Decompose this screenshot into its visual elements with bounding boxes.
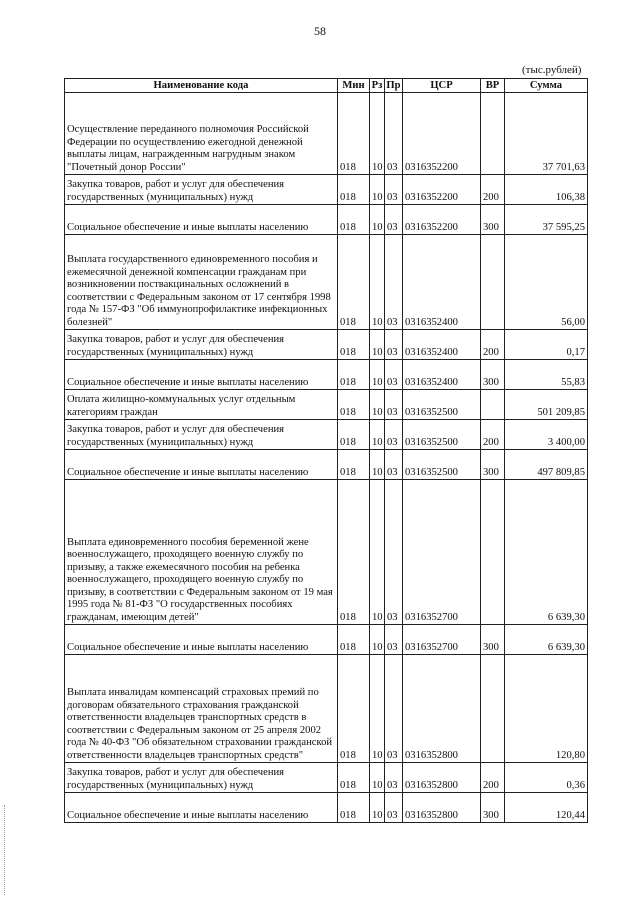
cell-sum: 6 639,30 (505, 480, 588, 625)
table-row (65, 175, 588, 205)
header-name: Наименование кода (65, 79, 338, 93)
cell-pr: 03 (385, 420, 403, 450)
cell-min: 018 (338, 330, 370, 360)
header-vr: ВР (481, 79, 505, 93)
table-row (65, 480, 588, 625)
table-row (65, 450, 588, 480)
cell-name: Осуществление переданного полномочия Российской Федерации по осуществлению ежегодной денежной выплаты лицам, награжденным нагрудным знаком "Почетный донор России" (65, 93, 338, 175)
cell-vr (481, 93, 505, 175)
table-row (65, 235, 588, 330)
cell-name: Закупка товаров, работ и услуг для обеспечения государственных (муниципальных) нужд (65, 420, 338, 450)
cell-csr: 0316352200 (403, 93, 481, 175)
cell-name: Социальное обеспечение и иные выплаты населению (65, 360, 338, 390)
cell-sum: 0,17 (505, 330, 588, 360)
cell-csr: 0316352200 (403, 175, 481, 205)
cell-min: 018 (338, 93, 370, 175)
table-row (65, 625, 588, 655)
cell-pr: 03 (385, 330, 403, 360)
cell-vr: 200 (481, 175, 505, 205)
cell-sum: 106,38 (505, 175, 588, 205)
cell-vr: 200 (481, 763, 505, 793)
budget-table (64, 78, 588, 823)
table-row (65, 360, 588, 390)
cell-sum: 37 701,63 (505, 93, 588, 175)
cell-pr: 03 (385, 625, 403, 655)
cell-name: Социальное обеспечение и иные выплаты населению (65, 625, 338, 655)
cell-sum: 501 209,85 (505, 390, 588, 420)
cell-csr: 0316352800 (403, 763, 481, 793)
cell-csr: 0316352400 (403, 360, 481, 390)
table-row (65, 763, 588, 793)
cell-pr: 03 (385, 480, 403, 625)
table-body (65, 93, 588, 823)
cell-pr: 03 (385, 655, 403, 763)
cell-csr: 0316352400 (403, 235, 481, 330)
table-row (65, 793, 588, 823)
cell-pr: 03 (385, 390, 403, 420)
cell-min: 018 (338, 390, 370, 420)
cell-csr: 0316352400 (403, 330, 481, 360)
cell-vr (481, 480, 505, 625)
cell-vr (481, 655, 505, 763)
cell-pr: 03 (385, 450, 403, 480)
cell-vr: 200 (481, 330, 505, 360)
cell-name: Социальное обеспечение и иные выплаты населению (65, 450, 338, 480)
cell-csr: 0316352700 (403, 480, 481, 625)
table-header (65, 79, 588, 93)
cell-sum: 37 595,25 (505, 205, 588, 235)
cell-name: Закупка товаров, работ и услуг для обеспечения государственных (муниципальных) нужд (65, 763, 338, 793)
cell-csr: 0316352700 (403, 625, 481, 655)
cell-min: 018 (338, 175, 370, 205)
table-row (65, 205, 588, 235)
cell-rz: 10 (370, 420, 385, 450)
cell-name: Выплата единовременного пособия беременной жене военнослужащего, проходящего военную службу по призыву, а также ежемесячного пособия на ребенка военнослужащего, проходящего военную службу по призыву, в соответствии с Федеральным законом от 19 мая 1995 года № 81-ФЗ "О государственных пособиях гражданам, имеющим детей" (65, 480, 338, 625)
cell-csr: 0316352800 (403, 655, 481, 763)
cell-rz: 10 (370, 763, 385, 793)
cell-min: 018 (338, 420, 370, 450)
table-row (65, 93, 588, 175)
cell-name: Закупка товаров, работ и услуг для обеспечения государственных (муниципальных) нужд (65, 175, 338, 205)
cell-min: 018 (338, 655, 370, 763)
cell-csr: 0316352500 (403, 390, 481, 420)
margin-dotted-line (4, 805, 7, 895)
cell-vr: 300 (481, 360, 505, 390)
cell-name: Выплата государственного единовременного пособия и ежемесячной денежной компенсации гражданам при возникновении поствакцинальных осложнений в соответствии с Федеральным законом от 17 сентября 1998 года № 157-ФЗ "Об иммунопрофилактике инфекционных болезней" (65, 235, 338, 330)
cell-name: Социальное обеспечение и иные выплаты населению (65, 205, 338, 235)
cell-name: Выплата инвалидам компенсаций страховых премий по договорам обязательного страхования гражданской ответственности владельцев транспортных средств в соответствии с Федеральным законом от 25 апреля 2002 года № 40-ФЗ "Об обязательном страховании гражданской ответственности владельцев транспортных средств" (65, 655, 338, 763)
cell-csr: 0316352200 (403, 205, 481, 235)
cell-rz: 10 (370, 450, 385, 480)
table-row (65, 655, 588, 763)
cell-rz: 10 (370, 480, 385, 625)
cell-pr: 03 (385, 93, 403, 175)
cell-min: 018 (338, 763, 370, 793)
cell-sum: 120,80 (505, 655, 588, 763)
header-sum: Сумма (505, 79, 588, 93)
cell-min: 018 (338, 480, 370, 625)
header-pr: Пр (386, 79, 401, 91)
cell-pr: 03 (385, 205, 403, 235)
cell-min: 018 (338, 360, 370, 390)
cell-sum: 55,83 (505, 360, 588, 390)
cell-csr: 0316352500 (403, 420, 481, 450)
cell-vr (481, 390, 505, 420)
cell-rz: 10 (370, 793, 385, 823)
units-label: (тыс.рублей) (522, 64, 582, 76)
cell-sum: 56,00 (505, 235, 588, 330)
cell-vr: 300 (481, 625, 505, 655)
cell-rz: 10 (370, 175, 385, 205)
table-row (65, 330, 588, 360)
cell-rz: 10 (370, 93, 385, 175)
cell-vr (481, 235, 505, 330)
cell-pr: 03 (385, 175, 403, 205)
cell-vr: 300 (481, 205, 505, 235)
page-number: 58 (314, 24, 326, 38)
cell-rz: 10 (370, 235, 385, 330)
cell-pr: 03 (385, 763, 403, 793)
cell-min: 018 (338, 205, 370, 235)
cell-min: 018 (338, 793, 370, 823)
cell-min: 018 (338, 625, 370, 655)
cell-vr: 300 (481, 793, 505, 823)
header-csr: ЦСР (403, 79, 481, 93)
cell-rz: 10 (370, 205, 385, 235)
cell-pr: 03 (385, 360, 403, 390)
cell-sum: 0,36 (505, 763, 588, 793)
header-min: Мин (338, 79, 370, 93)
table-row (65, 390, 588, 420)
cell-pr: 03 (385, 793, 403, 823)
cell-vr: 200 (481, 420, 505, 450)
cell-name: Закупка товаров, работ и услуг для обеспечения государственных (муниципальных) нужд (65, 330, 338, 360)
cell-rz: 10 (370, 655, 385, 763)
cell-name: Оплата жилищно-коммунальных услуг отдельным категориям граждан (65, 390, 338, 420)
cell-sum: 497 809,85 (505, 450, 588, 480)
cell-rz: 10 (370, 360, 385, 390)
cell-min: 018 (338, 235, 370, 330)
cell-rz: 10 (370, 625, 385, 655)
cell-rz: 10 (370, 330, 385, 360)
cell-min: 018 (338, 450, 370, 480)
cell-csr: 0316352800 (403, 793, 481, 823)
cell-sum: 3 400,00 (505, 420, 588, 450)
table-row (65, 420, 588, 450)
cell-csr: 0316352500 (403, 450, 481, 480)
cell-vr: 300 (481, 450, 505, 480)
cell-pr: 03 (385, 235, 403, 330)
cell-sum: 120,44 (505, 793, 588, 823)
header-rz: Рз (370, 79, 385, 93)
cell-rz: 10 (370, 390, 385, 420)
cell-sum: 6 639,30 (505, 625, 588, 655)
cell-name: Социальное обеспечение и иные выплаты населению (65, 793, 338, 823)
